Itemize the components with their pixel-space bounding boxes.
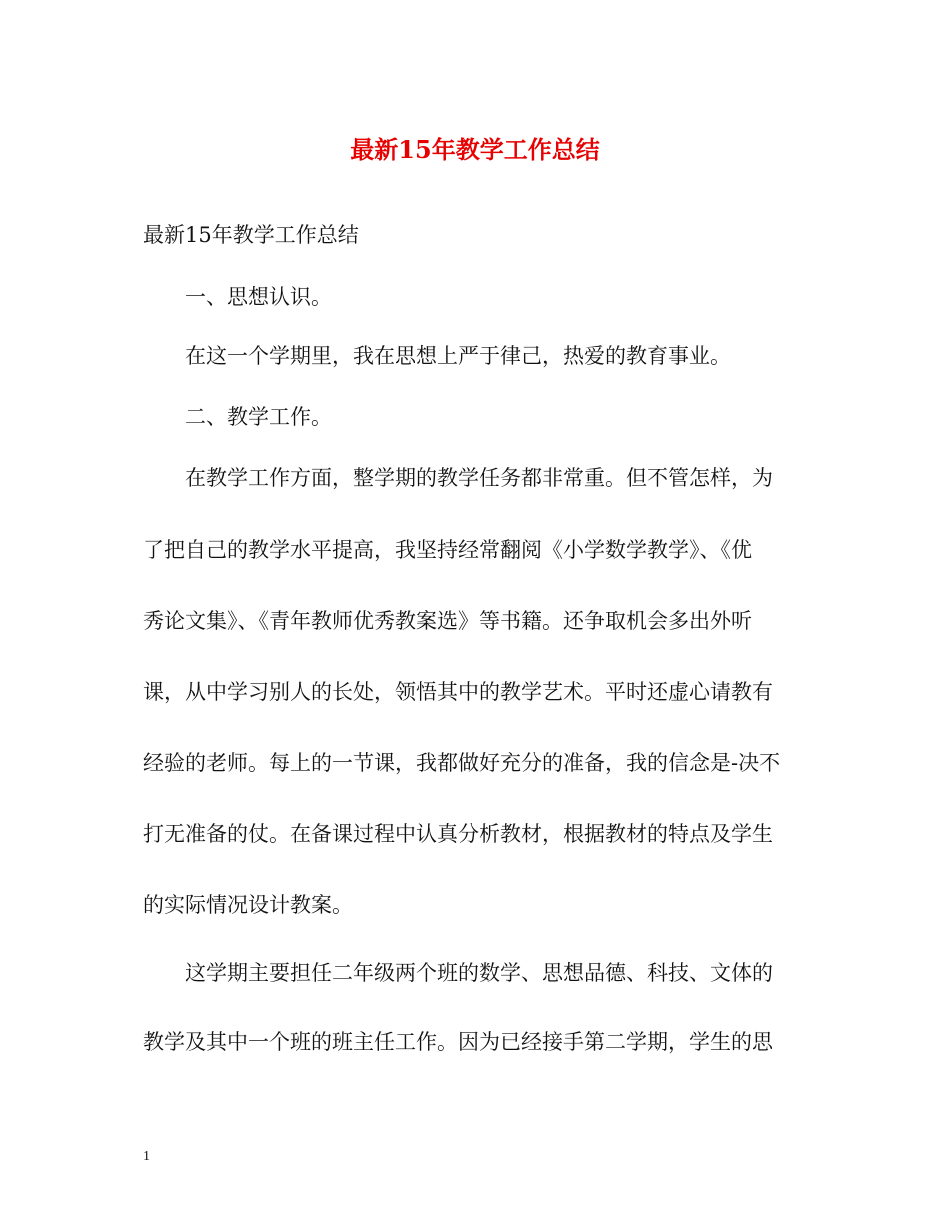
section-heading-teaching: 二、教学工作。 bbox=[185, 405, 332, 429]
paragraph-line: 这学期主要担任二年级两个班的数学、思想品德、科技、文体的 bbox=[185, 961, 773, 985]
paragraph-line: 在教学工作方面，整学期的教学任务都非常重。但不管怎样，为 bbox=[185, 466, 773, 490]
paragraph-line: 的实际情况设计教案。 bbox=[143, 893, 353, 917]
section-heading-thought: 一、思想认识。 bbox=[185, 285, 332, 309]
paragraph-line: 打无准备的仗。在备课过程中认真分析教材，根据教材的特点及学生 bbox=[143, 822, 773, 846]
paragraph-line: 教学及其中一个班的班主任工作。因为已经接手第二学期，学生的思 bbox=[143, 1030, 773, 1054]
document-subtitle: 最新15年教学工作总结 bbox=[143, 223, 359, 247]
page-number: 1 bbox=[143, 1149, 150, 1164]
paragraph-line: 秀论文集》、《青年教师优秀教案选》等书籍。还争取机会多出外听 bbox=[143, 609, 752, 633]
paragraph-line: 经验的老师。每上的一节课，我都做好充分的准备，我的信念是-决不 bbox=[143, 751, 781, 775]
paragraph-line: 了把自己的教学水平提高，我坚持经常翻阅《小学数学教学》、《优 bbox=[143, 538, 752, 562]
paragraph-line: 在这一个学期里，我在思想上严于律己，热爱的教育事业。 bbox=[185, 344, 731, 368]
page-title: 最新15年教学工作总结 bbox=[350, 135, 600, 164]
paragraph-line: 课，从中学习别人的长处，领悟其中的教学艺术。平时还虚心请教有 bbox=[143, 680, 773, 704]
